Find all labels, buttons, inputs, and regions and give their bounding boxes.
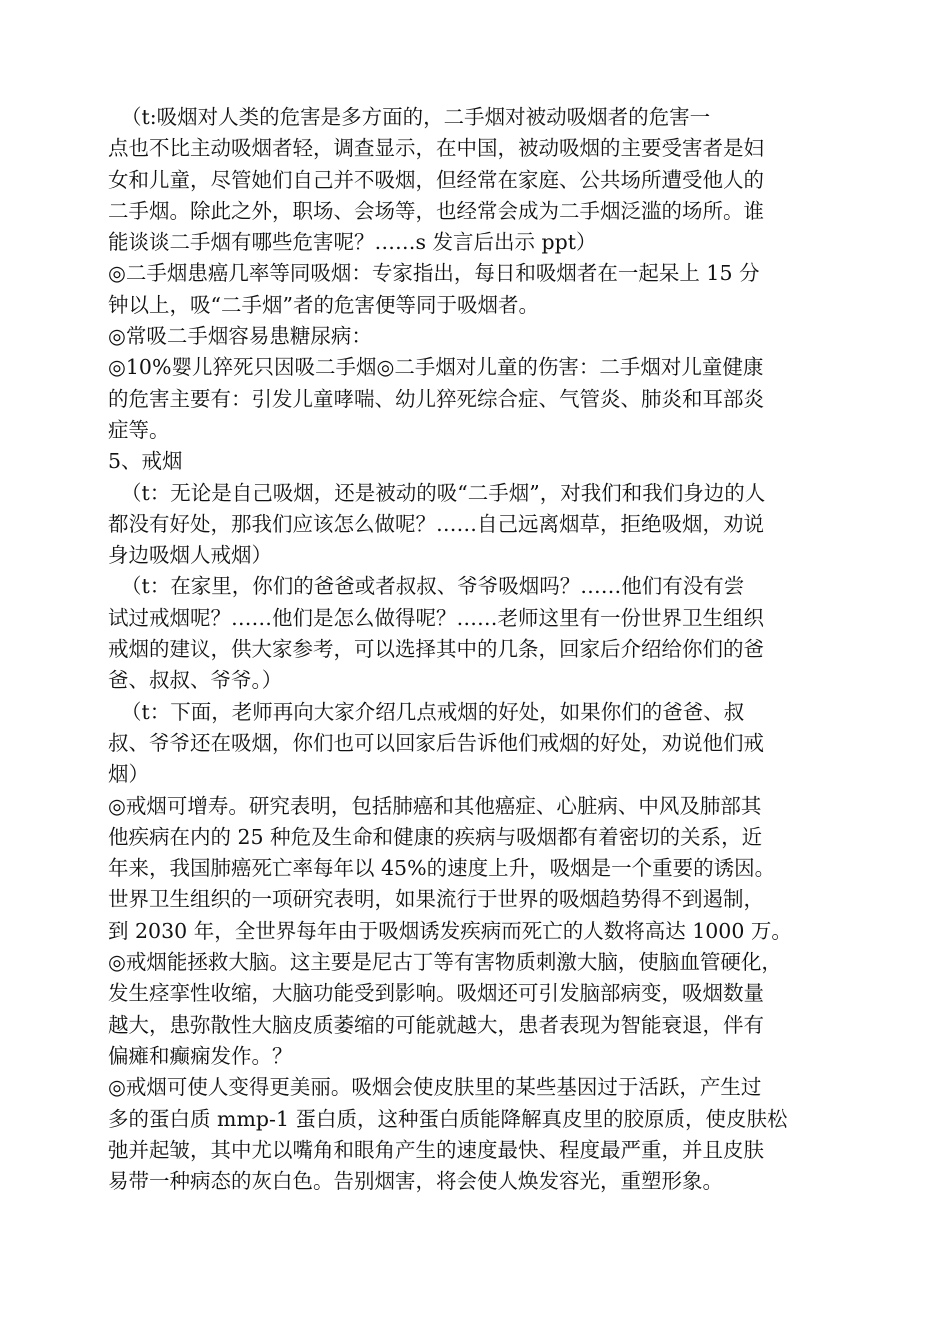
text-line: 发生痉挛性收缩，大脑功能受到影响。吸烟还可引发脑部病变，吸烟数量 — [108, 981, 764, 1006]
section-heading: 5、戒烟 — [108, 449, 183, 474]
text-line: 钟以上，吸“二手烟”者的危害便等同于吸烟者。 — [108, 292, 539, 317]
text-line: 烟） — [108, 762, 149, 787]
text-line: 叔、爷爷还在吸烟，你们也可以回家后告诉他们戒烟的好处，劝说他们戒 — [108, 730, 764, 755]
text-line: ◎10%婴儿猝死只因吸二手烟◎二手烟对儿童的伤害：二手烟对儿童健康 — [108, 355, 764, 380]
text-line: ◎戒烟能拯救大脑。这主要是尼古丁等有害物质刺激大脑，使脑血管硬化， — [108, 950, 782, 975]
text-line: 他疾病在内的 25 种危及生命和健康的疾病与吸烟都有着密切的关系，近 — [108, 824, 763, 849]
text-line: （t：下面，老师再向大家介绍几点戒烟的好处，如果你们的爸爸、叔 — [108, 699, 745, 724]
document-body — [108, 102, 868, 1197]
text-line: 试过戒烟呢？……他们是怎么做得呢？……老师这里有一份世界卫生组织 — [108, 605, 764, 630]
text-line: ◎戒烟可增寿。研究表明，包括肺癌和其他癌症、心脏病、中风及肺部其 — [108, 793, 762, 818]
text-line: 身边吸烟人戒烟） — [108, 543, 272, 568]
text-line: 点也不比主动吸烟者轻，调查显示，在中国，被动吸烟的主要受害者是妇 — [108, 136, 764, 161]
text-line: （t:吸烟对人类的危害是多方面的，二手烟对被动吸烟者的危害一 — [108, 105, 711, 129]
text-line: 爸、叔叔、爷爷。） — [108, 668, 283, 693]
text-line: 到 2030 年，全世界每年由于吸烟诱发疾病而死亡的人数将高达 1000 万。 — [108, 918, 792, 943]
text-line: 越大，患弥散性大脑皮质萎缩的可能就越大，患者表现为智能衰退，伴有 — [108, 1012, 764, 1037]
text-line: ◎二手烟患癌几率等同吸烟：专家指出，每日和吸烟者在一起呆上 15 分 — [108, 261, 760, 286]
text-line: 症等。 — [108, 417, 170, 442]
text-line: 年来，我国肺癌死亡率每年以 45%的速度上升，吸烟是一个重要的诱因。 — [108, 856, 776, 881]
text-line: 的危害主要有：引发儿童哮喘、幼儿猝死综合症、气管炎、肺炎和耳部炎 — [108, 386, 764, 411]
text-line: 女和儿童，尽管她们自己并不吸烟，但经常在家庭、公共场所遭受他人的 — [108, 167, 764, 192]
text-line: 都没有好处，那我们应该怎么做呢？……自己远离烟草，拒绝吸烟，劝说 — [108, 511, 764, 536]
text-line: 戒烟的建议，供大家参考，可以选择其中的几条，回家后介绍给你们的爸 — [108, 637, 764, 662]
text-line: 多的蛋白质 mmp-1 蛋白质，这种蛋白质能降解真皮里的胶原质，使皮肤松 — [108, 1106, 788, 1131]
text-line: （t：无论是自己吸烟，还是被动的吸“二手烟”，对我们和我们身边的人 — [108, 480, 766, 505]
text-line: 二手烟。除此之外，职场、会场等，也经常会成为二手烟泛滥的场所。谁 — [108, 198, 764, 223]
text-line: 世界卫生组织的一项研究表明，如果流行于世界的吸烟趋势得不到遏制， — [108, 887, 764, 912]
text-line: 偏瘫和癫痫发作。？ — [108, 1043, 293, 1068]
text-line: 能谈谈二手烟有哪些危害呢？……s 发言后出示 ppt） — [108, 230, 597, 255]
text-line: 弛并起皱，其中尤以嘴角和眼角产生的速度最快、程度最严重，并且皮肤 — [108, 1137, 764, 1162]
text-line: 易带一种病态的灰白色。告别烟害，将会使人焕发容光，重塑形象。 — [108, 1169, 723, 1194]
text-line: （t：在家里，你们的爸爸或者叔叔、爷爷吸烟吗？……他们有没有尝 — [108, 574, 745, 599]
text-line: ◎常吸二手烟容易患糖尿病： — [108, 324, 372, 349]
text-line: ◎戒烟可使人变得更美丽。吸烟会使皮肤里的某些基因过于活跃，产生过 — [108, 1075, 762, 1100]
